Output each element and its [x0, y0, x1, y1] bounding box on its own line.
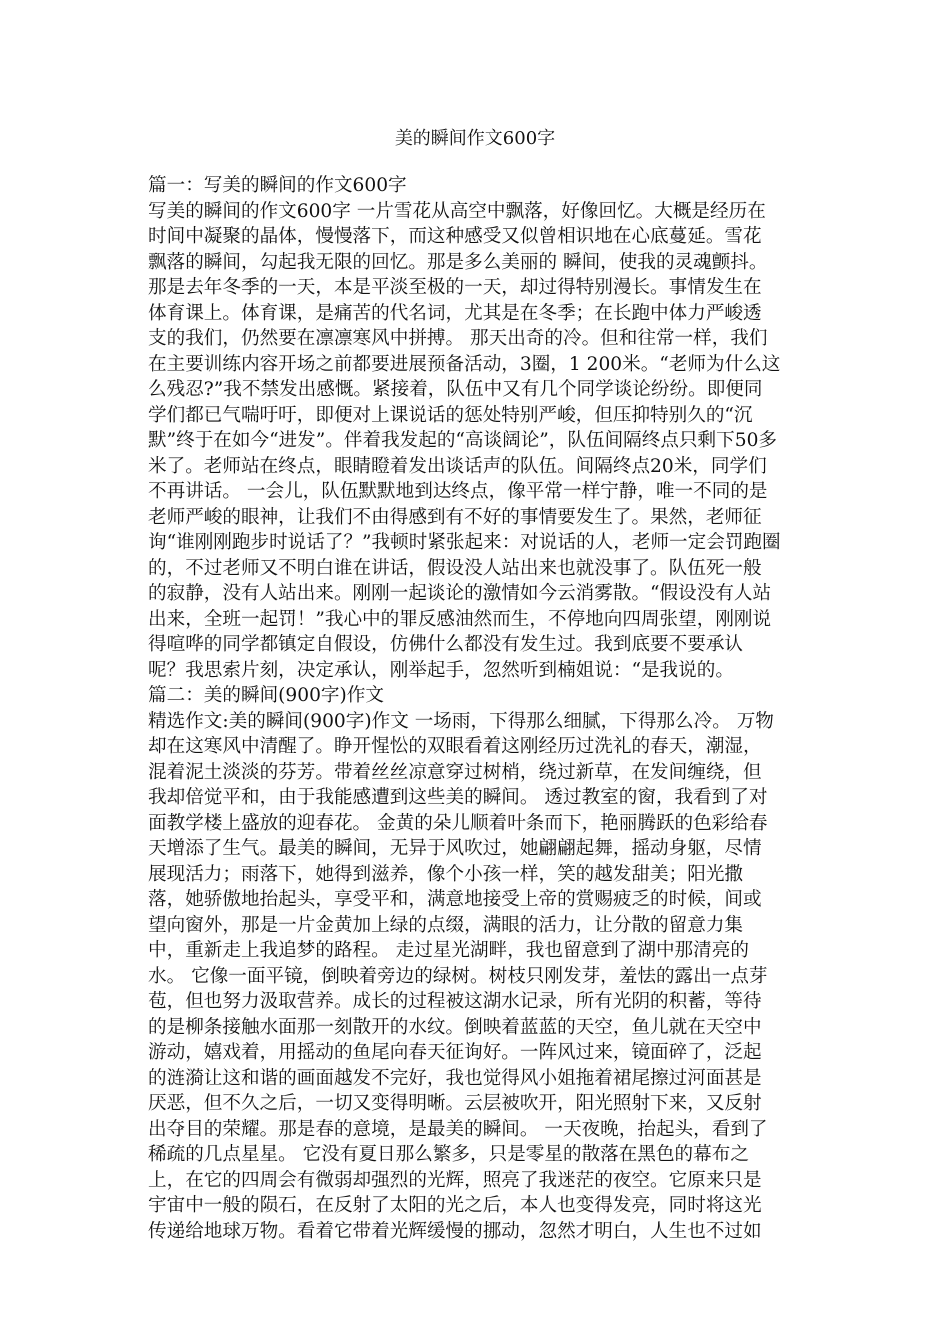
- text-line: 篇二：美的瞬间(900字)作文: [148, 685, 384, 706]
- text-line: 学们都已气喘吁吁，即便对上课说话的惩处特别严峻，但压抑特别久的“沉: [148, 404, 753, 426]
- text-line: 精选作文:美的瞬间(900字)作文 一场雨，下得那么细腻，下得那么冷。 万物: [148, 710, 774, 732]
- text-line: 默”终于在如今“进发”。伴着我发起的“高谈阔论”，队伍间隔终点只剩下50多: [148, 430, 778, 451]
- text-line: 苞，但也努力汲取营养。成长的过程被这湖水记录，所有光阴的积蓄，等待: [148, 991, 762, 1012]
- text-line: 混着泥土淡淡的芬芳。带着丝丝凉意穿过树梢，绕过新草，在发间缠绕，但: [148, 761, 762, 783]
- text-line: 写美的瞬间的作文600字 一片雪花从高空中飘落，好像回忆。大概是经历在: [148, 200, 766, 222]
- text-line: 却在这寒风中清醒了。睁开惺忪的双眼看着这刚经历过洗礼的春天，潮湿，: [148, 736, 762, 757]
- text-line: 厌恶，但不久之后，一切又变得明晰。云层被吹开，阳光照射下来，又反射: [148, 1093, 762, 1114]
- text-line: 老师严峻的眼神，让我们不由得感到有不好的事情要发生了。果然，老师征: [148, 506, 762, 528]
- text-line: 的是柳条接触水面那一刻散开的水纹。倒映着蓝蓝的天空，鱼儿就在天空中: [148, 1016, 762, 1038]
- text-line: 询“谁刚刚跑步时说话了？”我顿时紧张起来：对说话的人，老师一定会罚跑圈: [148, 532, 781, 553]
- text-line: 的寂静，没有人站出来。刚刚一起谈论的激情如今云消雾散。“假设没有人站: [148, 583, 772, 604]
- text-line: 飘落的瞬间，勾起我无限的回忆。那是多么美丽的 瞬间，使我的灵魂颤抖。: [148, 251, 768, 273]
- text-line: 面教学楼上盛放的迎春花。 金黄的朵儿顺着叶条而下，艳丽腾跃的色彩给春: [148, 812, 768, 834]
- text-line: 游动，嬉戏着，用摇动的鱼尾向春天征询好。一阵风过来，镜面碎了，泛起: [148, 1042, 762, 1063]
- text-line: 落，她骄傲地抬起头，享受平和，满意地接受上帝的赏赐疲乏的时候，间或: [148, 889, 762, 910]
- document-title: 美的瞬间作文600字: [394, 128, 556, 149]
- text-line: 稀疏的几点星星。 它没有夏日那么繁多，只是零星的散落在黑色的幕布之: [148, 1144, 749, 1165]
- text-line: 时间中凝聚的晶体，慢慢落下，而这种感受又似曾相识地在心底蔓延。雪花: [148, 226, 762, 247]
- text-line: 篇一：写美的瞬间的作文600字: [148, 175, 407, 196]
- document-body: [148, 173, 804, 1244]
- text-line: 支的我们，仍然要在凛凛寒风中拼搏。 那天出奇的冷。但和往常一样，我们: [148, 328, 768, 349]
- text-line: 呢？我思索片刻，决定承认，刚举起手，忽然听到楠姐说：“是我说的。: [148, 659, 734, 681]
- text-line: 那是去年冬季的一天，本是平淡至极的一天，却过得特别漫长。事情发生在: [148, 277, 762, 298]
- text-line: 不再讲话。 一会儿，队伍默默地到达终点，像平常一样宁静，唯一不同的是: [148, 481, 768, 502]
- text-line: 展现活力；雨落下，她得到滋养，像个小孩一样，笑的越发甜美；阳光撒: [148, 863, 744, 885]
- text-line: 得喧哗的同学都镇定自假设，仿佛什么都没有发生过。我到底要不要承认: [148, 634, 744, 655]
- text-line: 出夺目的荣耀。那是春的意境，是最美的瞬间。 一天夜晚，抬起头，看到了: [148, 1118, 768, 1140]
- text-line: 么残忍?”我不禁发出感慨。紧接着，队伍中又有几个同学谈论纷纷。即便同: [148, 379, 763, 400]
- text-line: 传递给地球万物。看着它带着光辉缓慢的挪动，忽然才明白，人生也不过如: [148, 1220, 762, 1242]
- text-line: 我却倍觉平和，由于我能感遭到这些美的瞬间。 透过教室的窗，我看到了对: [148, 787, 768, 808]
- text-line: 的，不过老师又不明白谁在讲话，假设没人站出来也就没事了。队伍死一般: [148, 557, 762, 579]
- text-line: 中，重新走上我追梦的路程。 走过星光湖畔，我也留意到了湖中那清亮的: [148, 940, 749, 961]
- text-line: 出来，全班一起罚！”我心中的罪反感油然而生，不停地向四周张望，刚刚说: [148, 608, 772, 630]
- text-line: 在主要训练内容开场之前都要进展预备活动，3圈，1 200米。“老师为什么这: [148, 353, 781, 375]
- text-line: 的涟漪让这和谐的画面越发不完好，我也觉得风小姐拖着裙尾擦过河面甚是: [148, 1067, 762, 1089]
- text-line: 宇宙中一般的陨石，在反射了太阳的光之后，本人也变得发亮，同时将这光: [148, 1195, 762, 1216]
- text-line: 上，在它的四周会有微弱却强烈的光辉，照亮了我迷茫的夜空。它原来只是: [148, 1169, 762, 1191]
- text-line: 体育课上。体育课，是痛苦的代名词，尤其是在冬季；在长跑中体力严峻透: [148, 302, 762, 324]
- text-line: 米了。老师站在终点，眼睛瞪着发出谈话声的队伍。间隔终点20米，同学们: [148, 455, 767, 477]
- text-line: 望向窗外，那是一片金黄加上绿的点缀，满眼的活力，让分散的留意力集: [148, 914, 744, 936]
- text-line: 水。 它像一面平镜，倒映着旁边的绿树。树枝只刚发芽，羞怯的露出一点芽: [148, 965, 768, 987]
- text-line: 天增添了生气。最美的瞬间，无异于风吹过，她翩翩起舞，摇动身躯，尽情: [148, 838, 762, 859]
